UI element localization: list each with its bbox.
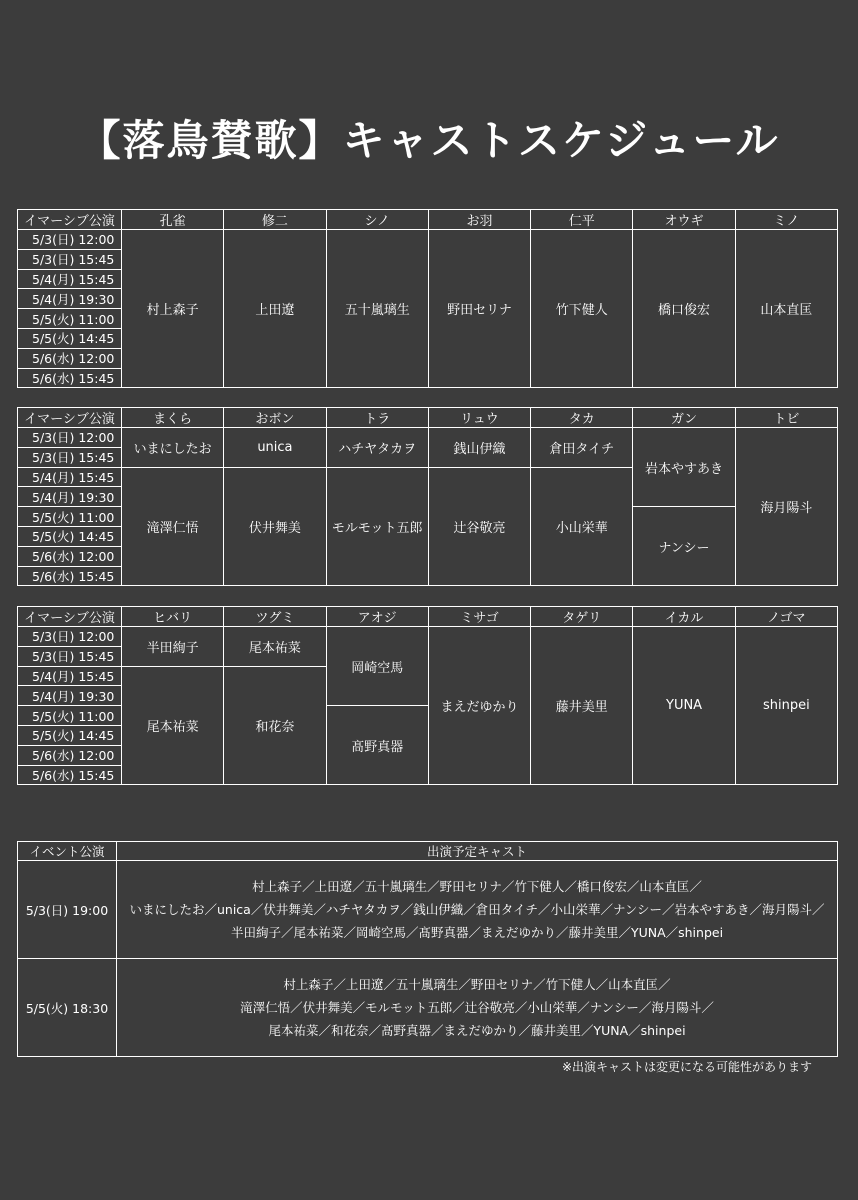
cast-cell: 尾本祐菜	[122, 666, 224, 785]
header-cell: リュウ	[428, 408, 530, 428]
header-cell: ヒバリ	[122, 607, 224, 627]
table-row	[18, 627, 838, 647]
cast-cell: 倉田タイチ	[531, 428, 633, 468]
header-cell: アオジ	[326, 607, 428, 627]
date-cell: 5/3(日) 15:45	[18, 447, 122, 467]
header-cell: おボン	[224, 408, 326, 428]
header-cell: タゲリ	[531, 607, 633, 627]
date-cell: 5/3(日) 12:00	[18, 627, 122, 647]
schedule-table-1	[17, 209, 838, 388]
cast-line: 半田絢子／尾本祐菜／岡崎空馬／髙野真器／まえだゆかり／藤井美里／YUNA／shinpei	[230, 925, 724, 940]
date-cell: 5/6(水) 12:00	[18, 348, 122, 368]
cast-cell: 伏井舞美	[224, 467, 326, 586]
date-cell: 5/6(水) 12:00	[18, 546, 122, 566]
date-cell: 5/4(月) 15:45	[18, 467, 122, 487]
cast-cell: 海月陽斗	[735, 428, 837, 586]
header-cell: ノゴマ	[735, 607, 837, 627]
cast-cell: モルモット五郎	[326, 467, 428, 586]
date-cell: 5/4(月) 15:45	[18, 269, 122, 289]
table-row	[18, 861, 838, 959]
date-cell: 5/6(水) 15:45	[18, 368, 122, 388]
table-row	[18, 428, 838, 448]
disclaimer-note: ※出演キャストは変更になる可能性があります	[561, 1060, 812, 1074]
header-cell: 仁平	[531, 210, 633, 230]
table-row	[18, 959, 838, 1057]
date-cell: 5/4(月) 19:30	[18, 686, 122, 706]
date-cell: 5/5(火) 14:45	[18, 526, 122, 546]
cast-cell: ナンシー	[633, 507, 735, 586]
header-cell: トビ	[735, 408, 837, 428]
cast-cell: unica	[224, 428, 326, 468]
header-cell: イマーシブ公演	[18, 607, 122, 627]
cast-line: 村上森子／上田遼／五十嵐璃生／野田セリナ／竹下健人／橋口俊宏／山本直匡／	[252, 879, 702, 894]
schedule-table-3	[17, 606, 838, 785]
event-cast-cell	[117, 959, 838, 1057]
header-cell: イマーシブ公演	[18, 408, 122, 428]
header-cell: ミノ	[735, 210, 837, 230]
header-cell: トラ	[326, 408, 428, 428]
event-date-cell: 5/5(火) 18:30	[18, 959, 117, 1057]
header-cell: シノ	[326, 210, 428, 230]
cast-line: 村上森子／上田遼／五十嵐璃生／野田セリナ／竹下健人／山本直匡／	[283, 977, 671, 992]
date-cell: 5/4(月) 19:30	[18, 289, 122, 309]
header-cell: まくら	[122, 408, 224, 428]
cast-line: 滝澤仁悟／伏井舞美／モルモット五郎／辻谷敬亮／小山栄華／ナンシー／海月陽斗／	[240, 1000, 714, 1015]
table-header-row	[18, 210, 838, 230]
date-cell: 5/3(日) 12:00	[18, 428, 122, 448]
date-cell: 5/3(日) 12:00	[18, 230, 122, 250]
cast-cell: 上田遼	[224, 230, 326, 388]
cast-cell: 岩本やすあき	[633, 428, 735, 507]
date-cell: 5/5(火) 11:00	[18, 706, 122, 726]
cast-cell: 岡崎空馬	[326, 627, 428, 706]
table-header-row	[18, 607, 838, 627]
cast-cell: 野田セリナ	[428, 230, 530, 388]
cast-cell: YUNA	[633, 627, 735, 785]
header-cell: 修二	[224, 210, 326, 230]
event-table	[17, 841, 838, 1057]
header-cell: 孔雀	[122, 210, 224, 230]
cast-cell: 滝澤仁悟	[122, 467, 224, 586]
header-cell: ミサゴ	[428, 607, 530, 627]
cast-cell: ハチヤタカヲ	[326, 428, 428, 468]
cast-cell: 五十嵐璃生	[326, 230, 428, 388]
header-cell: タカ	[531, 408, 633, 428]
date-cell: 5/6(水) 15:45	[18, 765, 122, 785]
date-cell: 5/5(火) 14:45	[18, 725, 122, 745]
date-cell: 5/4(月) 15:45	[18, 666, 122, 686]
cast-cell: 藤井美里	[531, 627, 633, 785]
cast-cell: いまにしたお	[122, 428, 224, 468]
date-cell: 5/3(日) 15:45	[18, 249, 122, 269]
header-cell: オウギ	[633, 210, 735, 230]
cast-cell: まえだゆかり	[428, 627, 530, 785]
header-cell: ツグミ	[224, 607, 326, 627]
cast-cell: 和花奈	[224, 666, 326, 785]
header-cell: イカル	[633, 607, 735, 627]
cast-cell: 半田絢子	[122, 627, 224, 667]
header-cell: ガン	[633, 408, 735, 428]
date-cell: 5/6(水) 12:00	[18, 745, 122, 765]
header-cell: お羽	[428, 210, 530, 230]
date-cell: 5/4(月) 19:30	[18, 487, 122, 507]
date-cell: 5/5(火) 14:45	[18, 328, 122, 348]
table-row	[18, 230, 838, 250]
table-header-row	[18, 408, 838, 428]
header-cell: 出演予定キャスト	[117, 842, 838, 861]
date-cell: 5/5(火) 11:00	[18, 507, 122, 527]
cast-cell: 竹下健人	[531, 230, 633, 388]
page-title: 【落鳥賛歌】キャストスケジュール	[78, 116, 780, 165]
cast-cell: 山本直匡	[735, 230, 837, 388]
cast-cell: 尾本祐菜	[224, 627, 326, 667]
date-cell: 5/5(火) 11:00	[18, 309, 122, 329]
table-header-row	[18, 842, 838, 861]
cast-cell: 銭山伊織	[428, 428, 530, 468]
cast-line: いまにしたお／unica／伏井舞美／ハチヤタカヲ／銭山伊織／倉田タイチ／小山栄華／ナンシー／岩本やすあき／海月陽斗／	[129, 902, 825, 917]
cast-line: 尾本祐菜／和花奈／髙野真器／まえだゆかり／藤井美里／YUNA／shinpei	[268, 1023, 686, 1038]
date-cell: 5/3(日) 15:45	[18, 646, 122, 666]
cast-cell: 小山栄華	[531, 467, 633, 586]
cast-cell: 辻谷敬亮	[428, 467, 530, 586]
date-cell: 5/6(水) 15:45	[18, 566, 122, 586]
cast-cell: 村上森子	[122, 230, 224, 388]
event-date-cell: 5/3(日) 19:00	[18, 861, 117, 959]
header-cell: イマーシブ公演	[18, 210, 122, 230]
event-cast-cell	[117, 861, 838, 959]
header-cell: イベント公演	[18, 842, 117, 861]
cast-cell: 橋口俊宏	[633, 230, 735, 388]
schedule-table-2	[17, 407, 838, 586]
cast-cell: 髙野真器	[326, 706, 428, 785]
cast-cell: shinpei	[735, 627, 837, 785]
